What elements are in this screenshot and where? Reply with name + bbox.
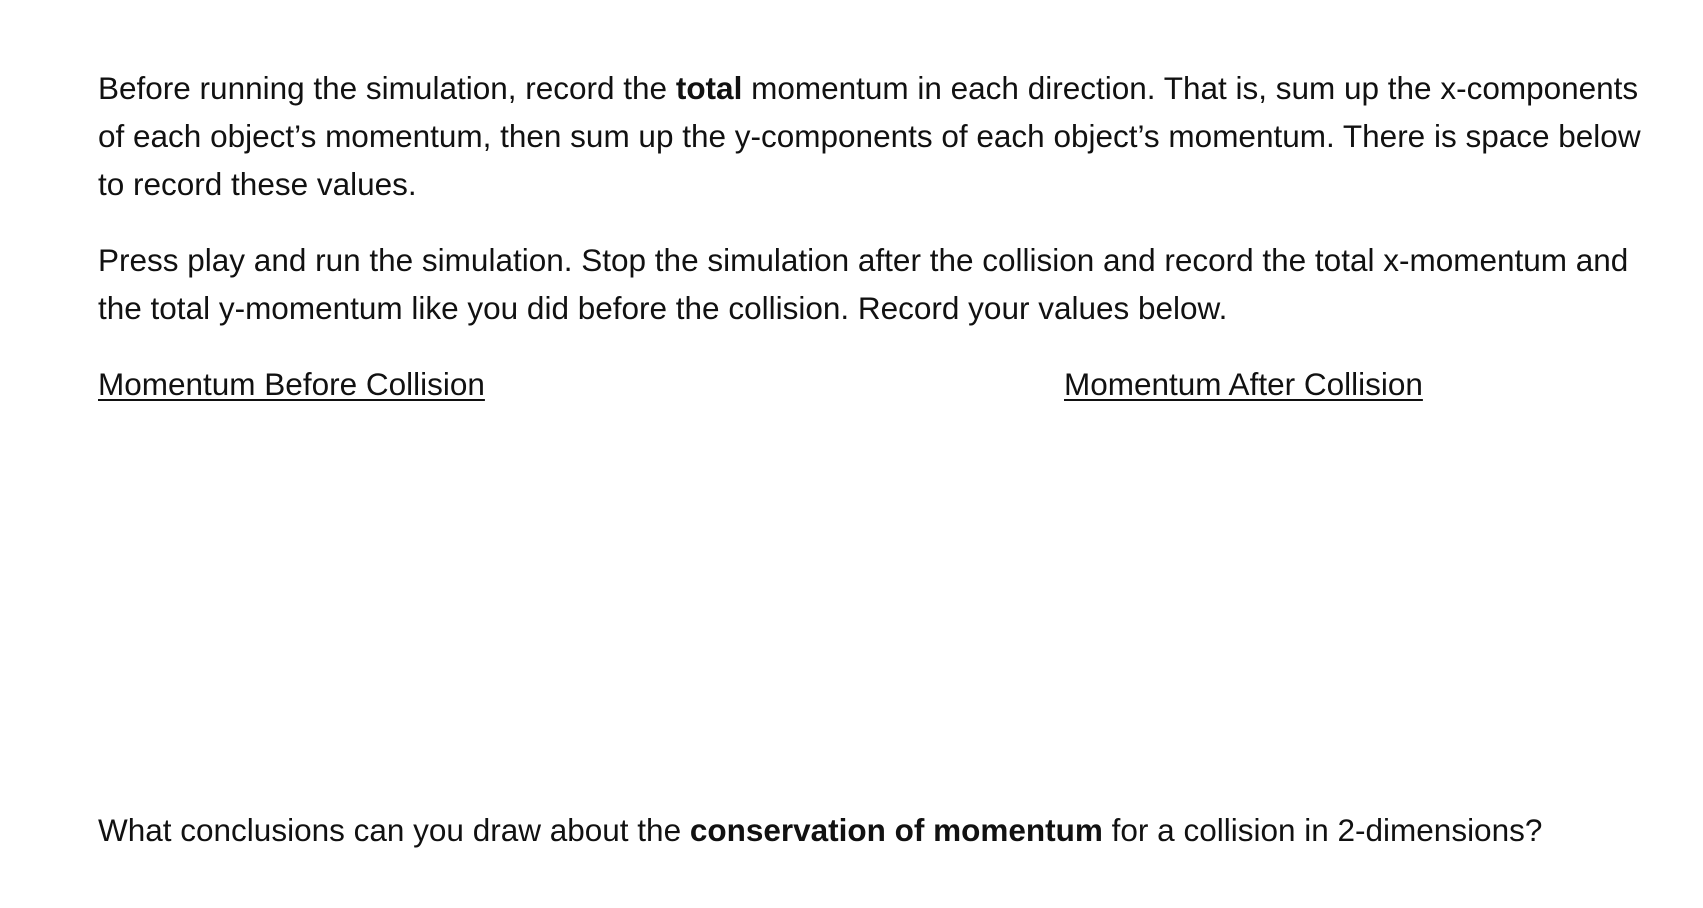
p2-text: Press play and run the simulation. Stop the simulation after the collision and record the total x-momentum and the total y-momentum like you did before the collision. Record your values below.: [98, 242, 1629, 326]
conclusion-question: [98, 806, 1658, 854]
question-text-start: What conclusions can you draw about the: [98, 812, 690, 848]
heading-momentum-after: Momentum After Collision: [1064, 366, 1423, 402]
p1-bold-total: total: [675, 70, 743, 106]
instructions-paragraph-after: [98, 236, 1658, 332]
question-text-end: for a collision in 2-dimensions?: [1102, 812, 1543, 848]
heading-momentum-before: Momentum Before Collision: [98, 366, 485, 402]
p1-text-end: momentum in each direction. That is, sum up the x-components of each object’s momentum, then sum up the y-components of each object’s momentum. There is space below to record these values.: [98, 70, 1641, 202]
p1-text-start: Before running the simulation, record the: [98, 70, 676, 106]
instructions-paragraph-before: [98, 64, 1658, 208]
question-bold-term: conservation of momentum: [689, 812, 1103, 848]
